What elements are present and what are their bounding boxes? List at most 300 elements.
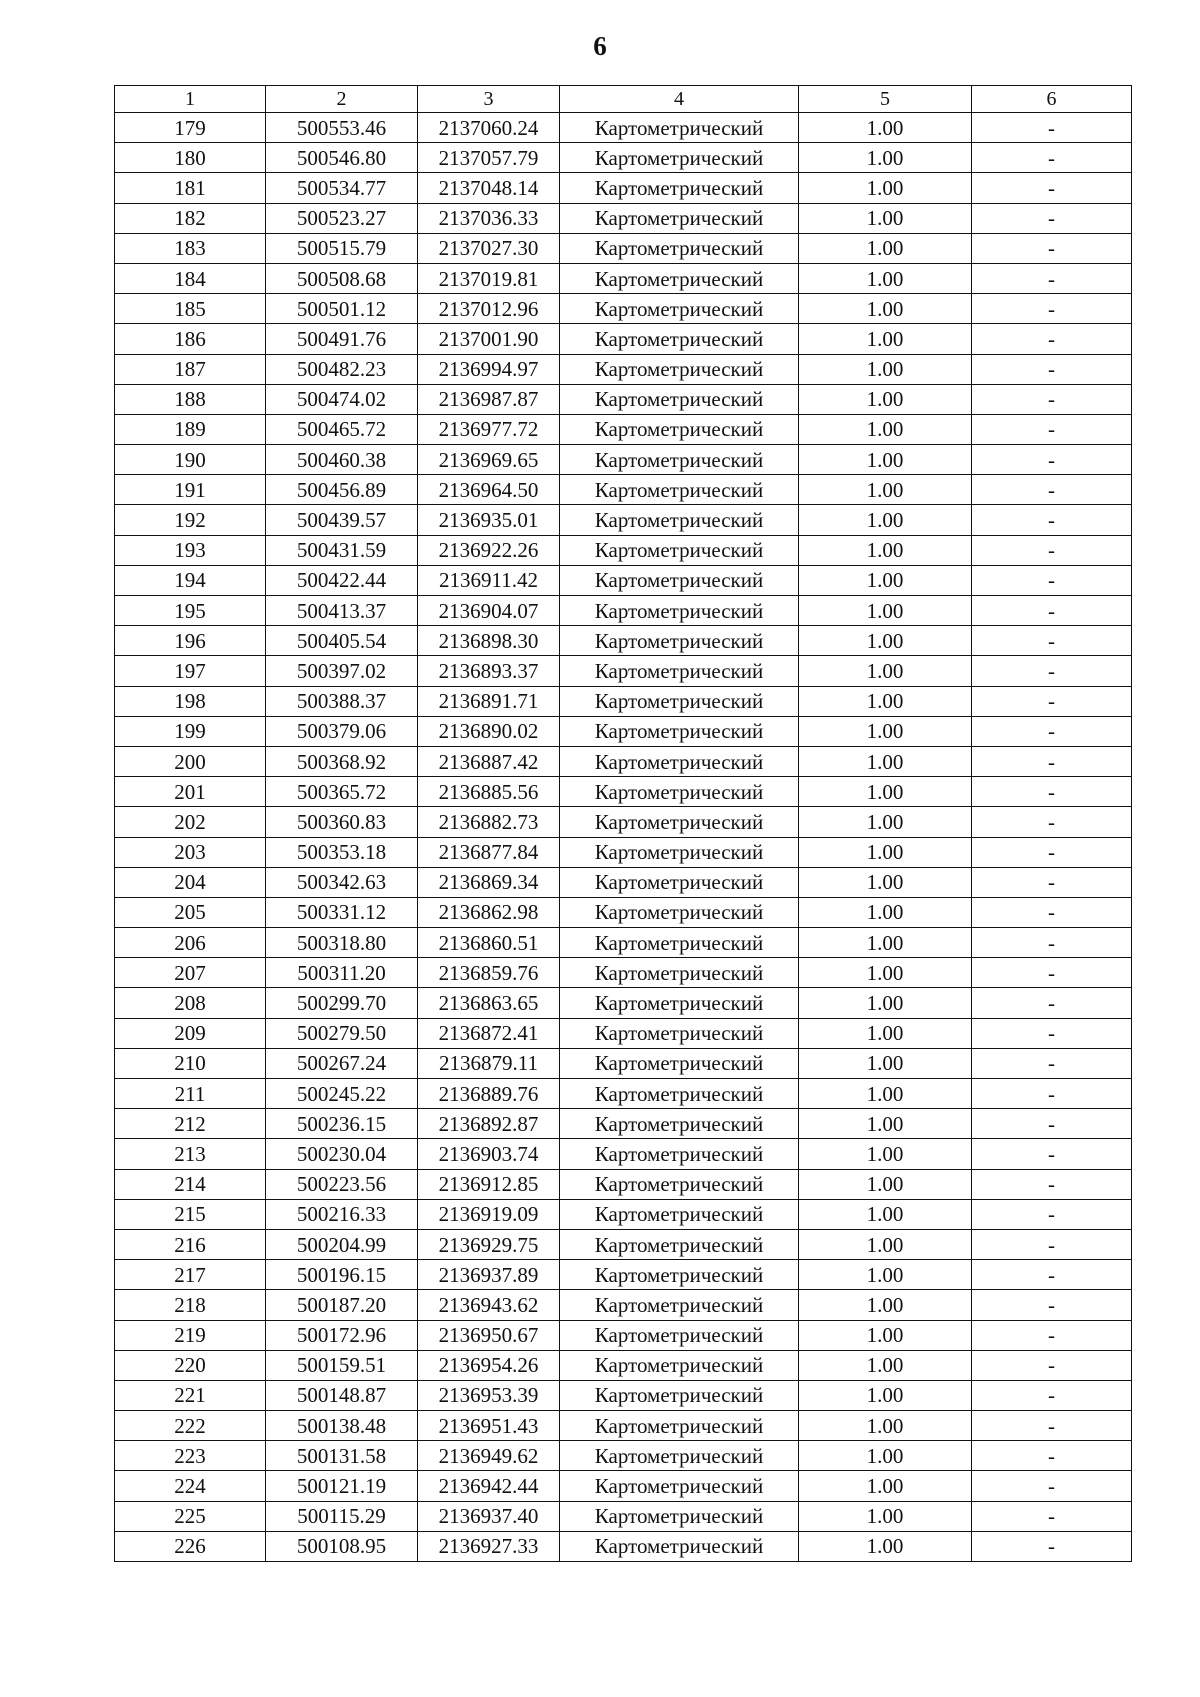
point-number-cell: 225 bbox=[115, 1501, 266, 1531]
x-coordinate-cell: 500501.12 bbox=[266, 294, 418, 324]
accuracy-cell: 1.00 bbox=[799, 1109, 972, 1139]
method-cell: Картометрический bbox=[560, 565, 799, 595]
method-cell: Картометрический bbox=[560, 1169, 799, 1199]
table-row bbox=[115, 1441, 1132, 1471]
accuracy-cell: 1.00 bbox=[799, 1501, 972, 1531]
x-coordinate-cell: 500482.23 bbox=[266, 354, 418, 384]
y-coordinate-cell: 2136922.26 bbox=[418, 535, 560, 565]
point-number-cell: 222 bbox=[115, 1411, 266, 1441]
column-header-5: 5 bbox=[799, 86, 972, 113]
point-number-cell: 183 bbox=[115, 233, 266, 263]
table-row bbox=[115, 1079, 1132, 1109]
accuracy-cell: 1.00 bbox=[799, 173, 972, 203]
description-cell: - bbox=[972, 445, 1132, 475]
table-row bbox=[115, 867, 1132, 897]
accuracy-cell: 1.00 bbox=[799, 1229, 972, 1259]
point-number-cell: 199 bbox=[115, 716, 266, 746]
x-coordinate-cell: 500397.02 bbox=[266, 656, 418, 686]
x-coordinate-cell: 500379.06 bbox=[266, 716, 418, 746]
y-coordinate-cell: 2137001.90 bbox=[418, 324, 560, 354]
accuracy-cell: 1.00 bbox=[799, 535, 972, 565]
point-number-cell: 218 bbox=[115, 1290, 266, 1320]
method-cell: Картометрический bbox=[560, 807, 799, 837]
method-cell: Картометрический bbox=[560, 1380, 799, 1410]
description-cell: - bbox=[972, 1380, 1132, 1410]
y-coordinate-cell: 2137048.14 bbox=[418, 173, 560, 203]
y-coordinate-cell: 2136898.30 bbox=[418, 626, 560, 656]
point-number-cell: 203 bbox=[115, 837, 266, 867]
x-coordinate-cell: 500534.77 bbox=[266, 173, 418, 203]
point-number-cell: 184 bbox=[115, 263, 266, 293]
method-cell: Картометрический bbox=[560, 1471, 799, 1501]
description-cell: - bbox=[972, 535, 1132, 565]
description-cell: - bbox=[972, 1531, 1132, 1561]
y-coordinate-cell: 2136911.42 bbox=[418, 565, 560, 595]
coordinates-table bbox=[114, 85, 1132, 1562]
table-header-row bbox=[115, 86, 1132, 113]
accuracy-cell: 1.00 bbox=[799, 1048, 972, 1078]
description-cell: - bbox=[972, 1079, 1132, 1109]
page-number: 6 bbox=[593, 31, 607, 61]
description-cell: - bbox=[972, 203, 1132, 233]
accuracy-cell: 1.00 bbox=[799, 746, 972, 776]
method-cell: Картометрический bbox=[560, 1411, 799, 1441]
x-coordinate-cell: 500405.54 bbox=[266, 626, 418, 656]
accuracy-cell: 1.00 bbox=[799, 656, 972, 686]
point-number-cell: 180 bbox=[115, 143, 266, 173]
method-cell: Картометрический bbox=[560, 143, 799, 173]
point-number-cell: 223 bbox=[115, 1441, 266, 1471]
accuracy-cell: 1.00 bbox=[799, 475, 972, 505]
point-number-cell: 200 bbox=[115, 746, 266, 776]
method-cell: Картометрический bbox=[560, 1441, 799, 1471]
table-row bbox=[115, 1169, 1132, 1199]
accuracy-cell: 1.00 bbox=[799, 294, 972, 324]
x-coordinate-cell: 500196.15 bbox=[266, 1260, 418, 1290]
description-cell: - bbox=[972, 928, 1132, 958]
table-row bbox=[115, 203, 1132, 233]
accuracy-cell: 1.00 bbox=[799, 565, 972, 595]
method-cell: Картометрический bbox=[560, 897, 799, 927]
method-cell: Картометрический bbox=[560, 1018, 799, 1048]
y-coordinate-cell: 2137057.79 bbox=[418, 143, 560, 173]
y-coordinate-cell: 2136885.56 bbox=[418, 777, 560, 807]
x-coordinate-cell: 500216.33 bbox=[266, 1199, 418, 1229]
y-coordinate-cell: 2136994.97 bbox=[418, 354, 560, 384]
table-row bbox=[115, 716, 1132, 746]
point-number-cell: 196 bbox=[115, 626, 266, 656]
y-coordinate-cell: 2136904.07 bbox=[418, 596, 560, 626]
table-row bbox=[115, 173, 1132, 203]
y-coordinate-cell: 2136882.73 bbox=[418, 807, 560, 837]
y-coordinate-cell: 2136860.51 bbox=[418, 928, 560, 958]
y-coordinate-cell: 2136879.11 bbox=[418, 1048, 560, 1078]
description-cell: - bbox=[972, 1229, 1132, 1259]
table-row bbox=[115, 1109, 1132, 1139]
point-number-cell: 224 bbox=[115, 1471, 266, 1501]
point-number-cell: 209 bbox=[115, 1018, 266, 1048]
column-header-3: 3 bbox=[418, 86, 560, 113]
y-coordinate-cell: 2136892.87 bbox=[418, 1109, 560, 1139]
table-row bbox=[115, 1531, 1132, 1561]
x-coordinate-cell: 500465.72 bbox=[266, 414, 418, 444]
description-cell: - bbox=[972, 777, 1132, 807]
y-coordinate-cell: 2136919.09 bbox=[418, 1199, 560, 1229]
accuracy-cell: 1.00 bbox=[799, 384, 972, 414]
description-cell: - bbox=[972, 837, 1132, 867]
table-row bbox=[115, 565, 1132, 595]
description-cell: - bbox=[972, 294, 1132, 324]
point-number-cell: 201 bbox=[115, 777, 266, 807]
method-cell: Картометрический bbox=[560, 716, 799, 746]
accuracy-cell: 1.00 bbox=[799, 928, 972, 958]
y-coordinate-cell: 2136935.01 bbox=[418, 505, 560, 535]
y-coordinate-cell: 2136912.85 bbox=[418, 1169, 560, 1199]
point-number-cell: 192 bbox=[115, 505, 266, 535]
y-coordinate-cell: 2137012.96 bbox=[418, 294, 560, 324]
description-cell: - bbox=[972, 505, 1132, 535]
y-coordinate-cell: 2136929.75 bbox=[418, 1229, 560, 1259]
x-coordinate-cell: 500172.96 bbox=[266, 1320, 418, 1350]
point-number-cell: 211 bbox=[115, 1079, 266, 1109]
x-coordinate-cell: 500388.37 bbox=[266, 686, 418, 716]
table-row bbox=[115, 626, 1132, 656]
description-cell: - bbox=[972, 746, 1132, 776]
x-coordinate-cell: 500413.37 bbox=[266, 596, 418, 626]
x-coordinate-cell: 500299.70 bbox=[266, 988, 418, 1018]
x-coordinate-cell: 500342.63 bbox=[266, 867, 418, 897]
x-coordinate-cell: 500108.95 bbox=[266, 1531, 418, 1561]
accuracy-cell: 1.00 bbox=[799, 777, 972, 807]
y-coordinate-cell: 2136859.76 bbox=[418, 958, 560, 988]
description-cell: - bbox=[972, 475, 1132, 505]
x-coordinate-cell: 500439.57 bbox=[266, 505, 418, 535]
accuracy-cell: 1.00 bbox=[799, 1380, 972, 1410]
description-cell: - bbox=[972, 656, 1132, 686]
method-cell: Картометрический bbox=[560, 475, 799, 505]
description-cell: - bbox=[972, 626, 1132, 656]
y-coordinate-cell: 2137027.30 bbox=[418, 233, 560, 263]
description-cell: - bbox=[972, 263, 1132, 293]
x-coordinate-cell: 500368.92 bbox=[266, 746, 418, 776]
method-cell: Картометрический bbox=[560, 324, 799, 354]
description-cell: - bbox=[972, 958, 1132, 988]
accuracy-cell: 1.00 bbox=[799, 897, 972, 927]
method-cell: Картометрический bbox=[560, 988, 799, 1018]
method-cell: Картометрический bbox=[560, 1531, 799, 1561]
accuracy-cell: 1.00 bbox=[799, 1411, 972, 1441]
table-row bbox=[115, 1501, 1132, 1531]
x-coordinate-cell: 500121.19 bbox=[266, 1471, 418, 1501]
table-row bbox=[115, 263, 1132, 293]
accuracy-cell: 1.00 bbox=[799, 1199, 972, 1229]
description-cell: - bbox=[972, 1471, 1132, 1501]
table-row bbox=[115, 475, 1132, 505]
method-cell: Картометрический bbox=[560, 535, 799, 565]
table-row bbox=[115, 1350, 1132, 1380]
y-coordinate-cell: 2136977.72 bbox=[418, 414, 560, 444]
x-coordinate-cell: 500148.87 bbox=[266, 1380, 418, 1410]
method-cell: Картометрический bbox=[560, 384, 799, 414]
x-coordinate-cell: 500365.72 bbox=[266, 777, 418, 807]
table-row bbox=[115, 1139, 1132, 1169]
table-row bbox=[115, 1290, 1132, 1320]
point-number-cell: 219 bbox=[115, 1320, 266, 1350]
point-number-cell: 215 bbox=[115, 1199, 266, 1229]
method-cell: Картометрический bbox=[560, 1139, 799, 1169]
table-row bbox=[115, 294, 1132, 324]
accuracy-cell: 1.00 bbox=[799, 414, 972, 444]
x-coordinate-cell: 500546.80 bbox=[266, 143, 418, 173]
accuracy-cell: 1.00 bbox=[799, 203, 972, 233]
accuracy-cell: 1.00 bbox=[799, 958, 972, 988]
method-cell: Картометрический bbox=[560, 656, 799, 686]
column-header-4: 4 bbox=[560, 86, 799, 113]
table-row bbox=[115, 1320, 1132, 1350]
y-coordinate-cell: 2136872.41 bbox=[418, 1018, 560, 1048]
y-coordinate-cell: 2137019.81 bbox=[418, 263, 560, 293]
y-coordinate-cell: 2136877.84 bbox=[418, 837, 560, 867]
accuracy-cell: 1.00 bbox=[799, 324, 972, 354]
y-coordinate-cell: 2136889.76 bbox=[418, 1079, 560, 1109]
x-coordinate-cell: 500431.59 bbox=[266, 535, 418, 565]
table-row bbox=[115, 113, 1132, 143]
x-coordinate-cell: 500523.27 bbox=[266, 203, 418, 233]
description-cell: - bbox=[972, 596, 1132, 626]
y-coordinate-cell: 2136927.33 bbox=[418, 1531, 560, 1561]
method-cell: Картометрический bbox=[560, 867, 799, 897]
method-cell: Картометрический bbox=[560, 958, 799, 988]
x-coordinate-cell: 500491.76 bbox=[266, 324, 418, 354]
table-row bbox=[115, 1411, 1132, 1441]
table-row bbox=[115, 807, 1132, 837]
point-number-cell: 195 bbox=[115, 596, 266, 626]
accuracy-cell: 1.00 bbox=[799, 1531, 972, 1561]
point-number-cell: 185 bbox=[115, 294, 266, 324]
description-cell: - bbox=[972, 807, 1132, 837]
y-coordinate-cell: 2136903.74 bbox=[418, 1139, 560, 1169]
description-cell: - bbox=[972, 1169, 1132, 1199]
method-cell: Картометрический bbox=[560, 1260, 799, 1290]
accuracy-cell: 1.00 bbox=[799, 1441, 972, 1471]
table-row bbox=[115, 143, 1132, 173]
point-number-cell: 186 bbox=[115, 324, 266, 354]
method-cell: Картометрический bbox=[560, 1350, 799, 1380]
y-coordinate-cell: 2136964.50 bbox=[418, 475, 560, 505]
point-number-cell: 208 bbox=[115, 988, 266, 1018]
table-row bbox=[115, 988, 1132, 1018]
x-coordinate-cell: 500456.89 bbox=[266, 475, 418, 505]
point-number-cell: 221 bbox=[115, 1380, 266, 1410]
x-coordinate-cell: 500279.50 bbox=[266, 1018, 418, 1048]
accuracy-cell: 1.00 bbox=[799, 1139, 972, 1169]
accuracy-cell: 1.00 bbox=[799, 445, 972, 475]
description-cell: - bbox=[972, 113, 1132, 143]
method-cell: Картометрический bbox=[560, 354, 799, 384]
y-coordinate-cell: 2136950.67 bbox=[418, 1320, 560, 1350]
method-cell: Картометрический bbox=[560, 686, 799, 716]
accuracy-cell: 1.00 bbox=[799, 807, 972, 837]
description-cell: - bbox=[972, 1139, 1132, 1169]
description-cell: - bbox=[972, 1048, 1132, 1078]
y-coordinate-cell: 2136869.34 bbox=[418, 867, 560, 897]
description-cell: - bbox=[972, 1441, 1132, 1471]
table-row bbox=[115, 1048, 1132, 1078]
description-cell: - bbox=[972, 233, 1132, 263]
point-number-cell: 216 bbox=[115, 1229, 266, 1259]
table-row bbox=[115, 746, 1132, 776]
y-coordinate-cell: 2137036.33 bbox=[418, 203, 560, 233]
x-coordinate-cell: 500245.22 bbox=[266, 1079, 418, 1109]
y-coordinate-cell: 2136890.02 bbox=[418, 716, 560, 746]
accuracy-cell: 1.00 bbox=[799, 1290, 972, 1320]
description-cell: - bbox=[972, 1290, 1132, 1320]
point-number-cell: 181 bbox=[115, 173, 266, 203]
accuracy-cell: 1.00 bbox=[799, 837, 972, 867]
method-cell: Картометрический bbox=[560, 203, 799, 233]
table-row bbox=[115, 1199, 1132, 1229]
y-coordinate-cell: 2136969.65 bbox=[418, 445, 560, 475]
table-row bbox=[115, 897, 1132, 927]
method-cell: Картометрический bbox=[560, 233, 799, 263]
table-row bbox=[115, 777, 1132, 807]
method-cell: Картометрический bbox=[560, 1290, 799, 1320]
accuracy-cell: 1.00 bbox=[799, 143, 972, 173]
description-cell: - bbox=[972, 173, 1132, 203]
method-cell: Картометрический bbox=[560, 113, 799, 143]
point-number-cell: 210 bbox=[115, 1048, 266, 1078]
accuracy-cell: 1.00 bbox=[799, 113, 972, 143]
table-row bbox=[115, 958, 1132, 988]
y-coordinate-cell: 2136937.40 bbox=[418, 1501, 560, 1531]
description-cell: - bbox=[972, 1109, 1132, 1139]
accuracy-cell: 1.00 bbox=[799, 1350, 972, 1380]
accuracy-cell: 1.00 bbox=[799, 505, 972, 535]
method-cell: Картометрический bbox=[560, 505, 799, 535]
x-coordinate-cell: 500204.99 bbox=[266, 1229, 418, 1259]
x-coordinate-cell: 500515.79 bbox=[266, 233, 418, 263]
point-number-cell: 212 bbox=[115, 1109, 266, 1139]
point-number-cell: 226 bbox=[115, 1531, 266, 1561]
table-row bbox=[115, 1380, 1132, 1410]
y-coordinate-cell: 2137060.24 bbox=[418, 113, 560, 143]
table-row bbox=[115, 384, 1132, 414]
accuracy-cell: 1.00 bbox=[799, 988, 972, 1018]
description-cell: - bbox=[972, 1320, 1132, 1350]
description-cell: - bbox=[972, 1199, 1132, 1229]
accuracy-cell: 1.00 bbox=[799, 1169, 972, 1199]
x-coordinate-cell: 500508.68 bbox=[266, 263, 418, 293]
table-row bbox=[115, 837, 1132, 867]
y-coordinate-cell: 2136891.71 bbox=[418, 686, 560, 716]
accuracy-cell: 1.00 bbox=[799, 1320, 972, 1350]
table-row bbox=[115, 1018, 1132, 1048]
x-coordinate-cell: 500223.56 bbox=[266, 1169, 418, 1199]
y-coordinate-cell: 2136893.37 bbox=[418, 656, 560, 686]
table-row bbox=[115, 414, 1132, 444]
y-coordinate-cell: 2136937.89 bbox=[418, 1260, 560, 1290]
x-coordinate-cell: 500311.20 bbox=[266, 958, 418, 988]
method-cell: Картометрический bbox=[560, 928, 799, 958]
point-number-cell: 188 bbox=[115, 384, 266, 414]
point-number-cell: 197 bbox=[115, 656, 266, 686]
x-coordinate-cell: 500138.48 bbox=[266, 1411, 418, 1441]
table-row bbox=[115, 535, 1132, 565]
point-number-cell: 194 bbox=[115, 565, 266, 595]
table-row bbox=[115, 233, 1132, 263]
method-cell: Картометрический bbox=[560, 1109, 799, 1139]
description-cell: - bbox=[972, 354, 1132, 384]
point-number-cell: 190 bbox=[115, 445, 266, 475]
description-cell: - bbox=[972, 716, 1132, 746]
x-coordinate-cell: 500267.24 bbox=[266, 1048, 418, 1078]
x-coordinate-cell: 500187.20 bbox=[266, 1290, 418, 1320]
method-cell: Картометрический bbox=[560, 1079, 799, 1109]
x-coordinate-cell: 500236.15 bbox=[266, 1109, 418, 1139]
table-row bbox=[115, 1229, 1132, 1259]
point-number-cell: 213 bbox=[115, 1139, 266, 1169]
y-coordinate-cell: 2136863.65 bbox=[418, 988, 560, 1018]
accuracy-cell: 1.00 bbox=[799, 354, 972, 384]
point-number-cell: 202 bbox=[115, 807, 266, 837]
description-cell: - bbox=[972, 324, 1132, 354]
accuracy-cell: 1.00 bbox=[799, 263, 972, 293]
method-cell: Картометрический bbox=[560, 626, 799, 656]
method-cell: Картометрический bbox=[560, 1320, 799, 1350]
x-coordinate-cell: 500159.51 bbox=[266, 1350, 418, 1380]
description-cell: - bbox=[972, 1260, 1132, 1290]
table-body bbox=[115, 113, 1132, 1562]
description-cell: - bbox=[972, 686, 1132, 716]
description-cell: - bbox=[972, 565, 1132, 595]
description-cell: - bbox=[972, 1411, 1132, 1441]
point-number-cell: 220 bbox=[115, 1350, 266, 1380]
method-cell: Картометрический bbox=[560, 173, 799, 203]
x-coordinate-cell: 500474.02 bbox=[266, 384, 418, 414]
accuracy-cell: 1.00 bbox=[799, 1260, 972, 1290]
description-cell: - bbox=[972, 1018, 1132, 1048]
y-coordinate-cell: 2136862.98 bbox=[418, 897, 560, 927]
x-coordinate-cell: 500553.46 bbox=[266, 113, 418, 143]
x-coordinate-cell: 500318.80 bbox=[266, 928, 418, 958]
description-cell: - bbox=[972, 988, 1132, 1018]
point-number-cell: 198 bbox=[115, 686, 266, 716]
point-number-cell: 191 bbox=[115, 475, 266, 505]
method-cell: Картометрический bbox=[560, 1229, 799, 1259]
method-cell: Картометрический bbox=[560, 1199, 799, 1229]
accuracy-cell: 1.00 bbox=[799, 233, 972, 263]
x-coordinate-cell: 500360.83 bbox=[266, 807, 418, 837]
x-coordinate-cell: 500331.12 bbox=[266, 897, 418, 927]
point-number-cell: 189 bbox=[115, 414, 266, 444]
table-row bbox=[115, 324, 1132, 354]
table-row bbox=[115, 1471, 1132, 1501]
y-coordinate-cell: 2136943.62 bbox=[418, 1290, 560, 1320]
point-number-cell: 204 bbox=[115, 867, 266, 897]
point-number-cell: 193 bbox=[115, 535, 266, 565]
method-cell: Картометрический bbox=[560, 263, 799, 293]
description-cell: - bbox=[972, 414, 1132, 444]
method-cell: Картометрический bbox=[560, 837, 799, 867]
y-coordinate-cell: 2136949.62 bbox=[418, 1441, 560, 1471]
accuracy-cell: 1.00 bbox=[799, 1018, 972, 1048]
point-number-cell: 187 bbox=[115, 354, 266, 384]
table-row bbox=[115, 656, 1132, 686]
method-cell: Картометрический bbox=[560, 1501, 799, 1531]
description-cell: - bbox=[972, 1350, 1132, 1380]
description-cell: - bbox=[972, 1501, 1132, 1531]
point-number-cell: 179 bbox=[115, 113, 266, 143]
